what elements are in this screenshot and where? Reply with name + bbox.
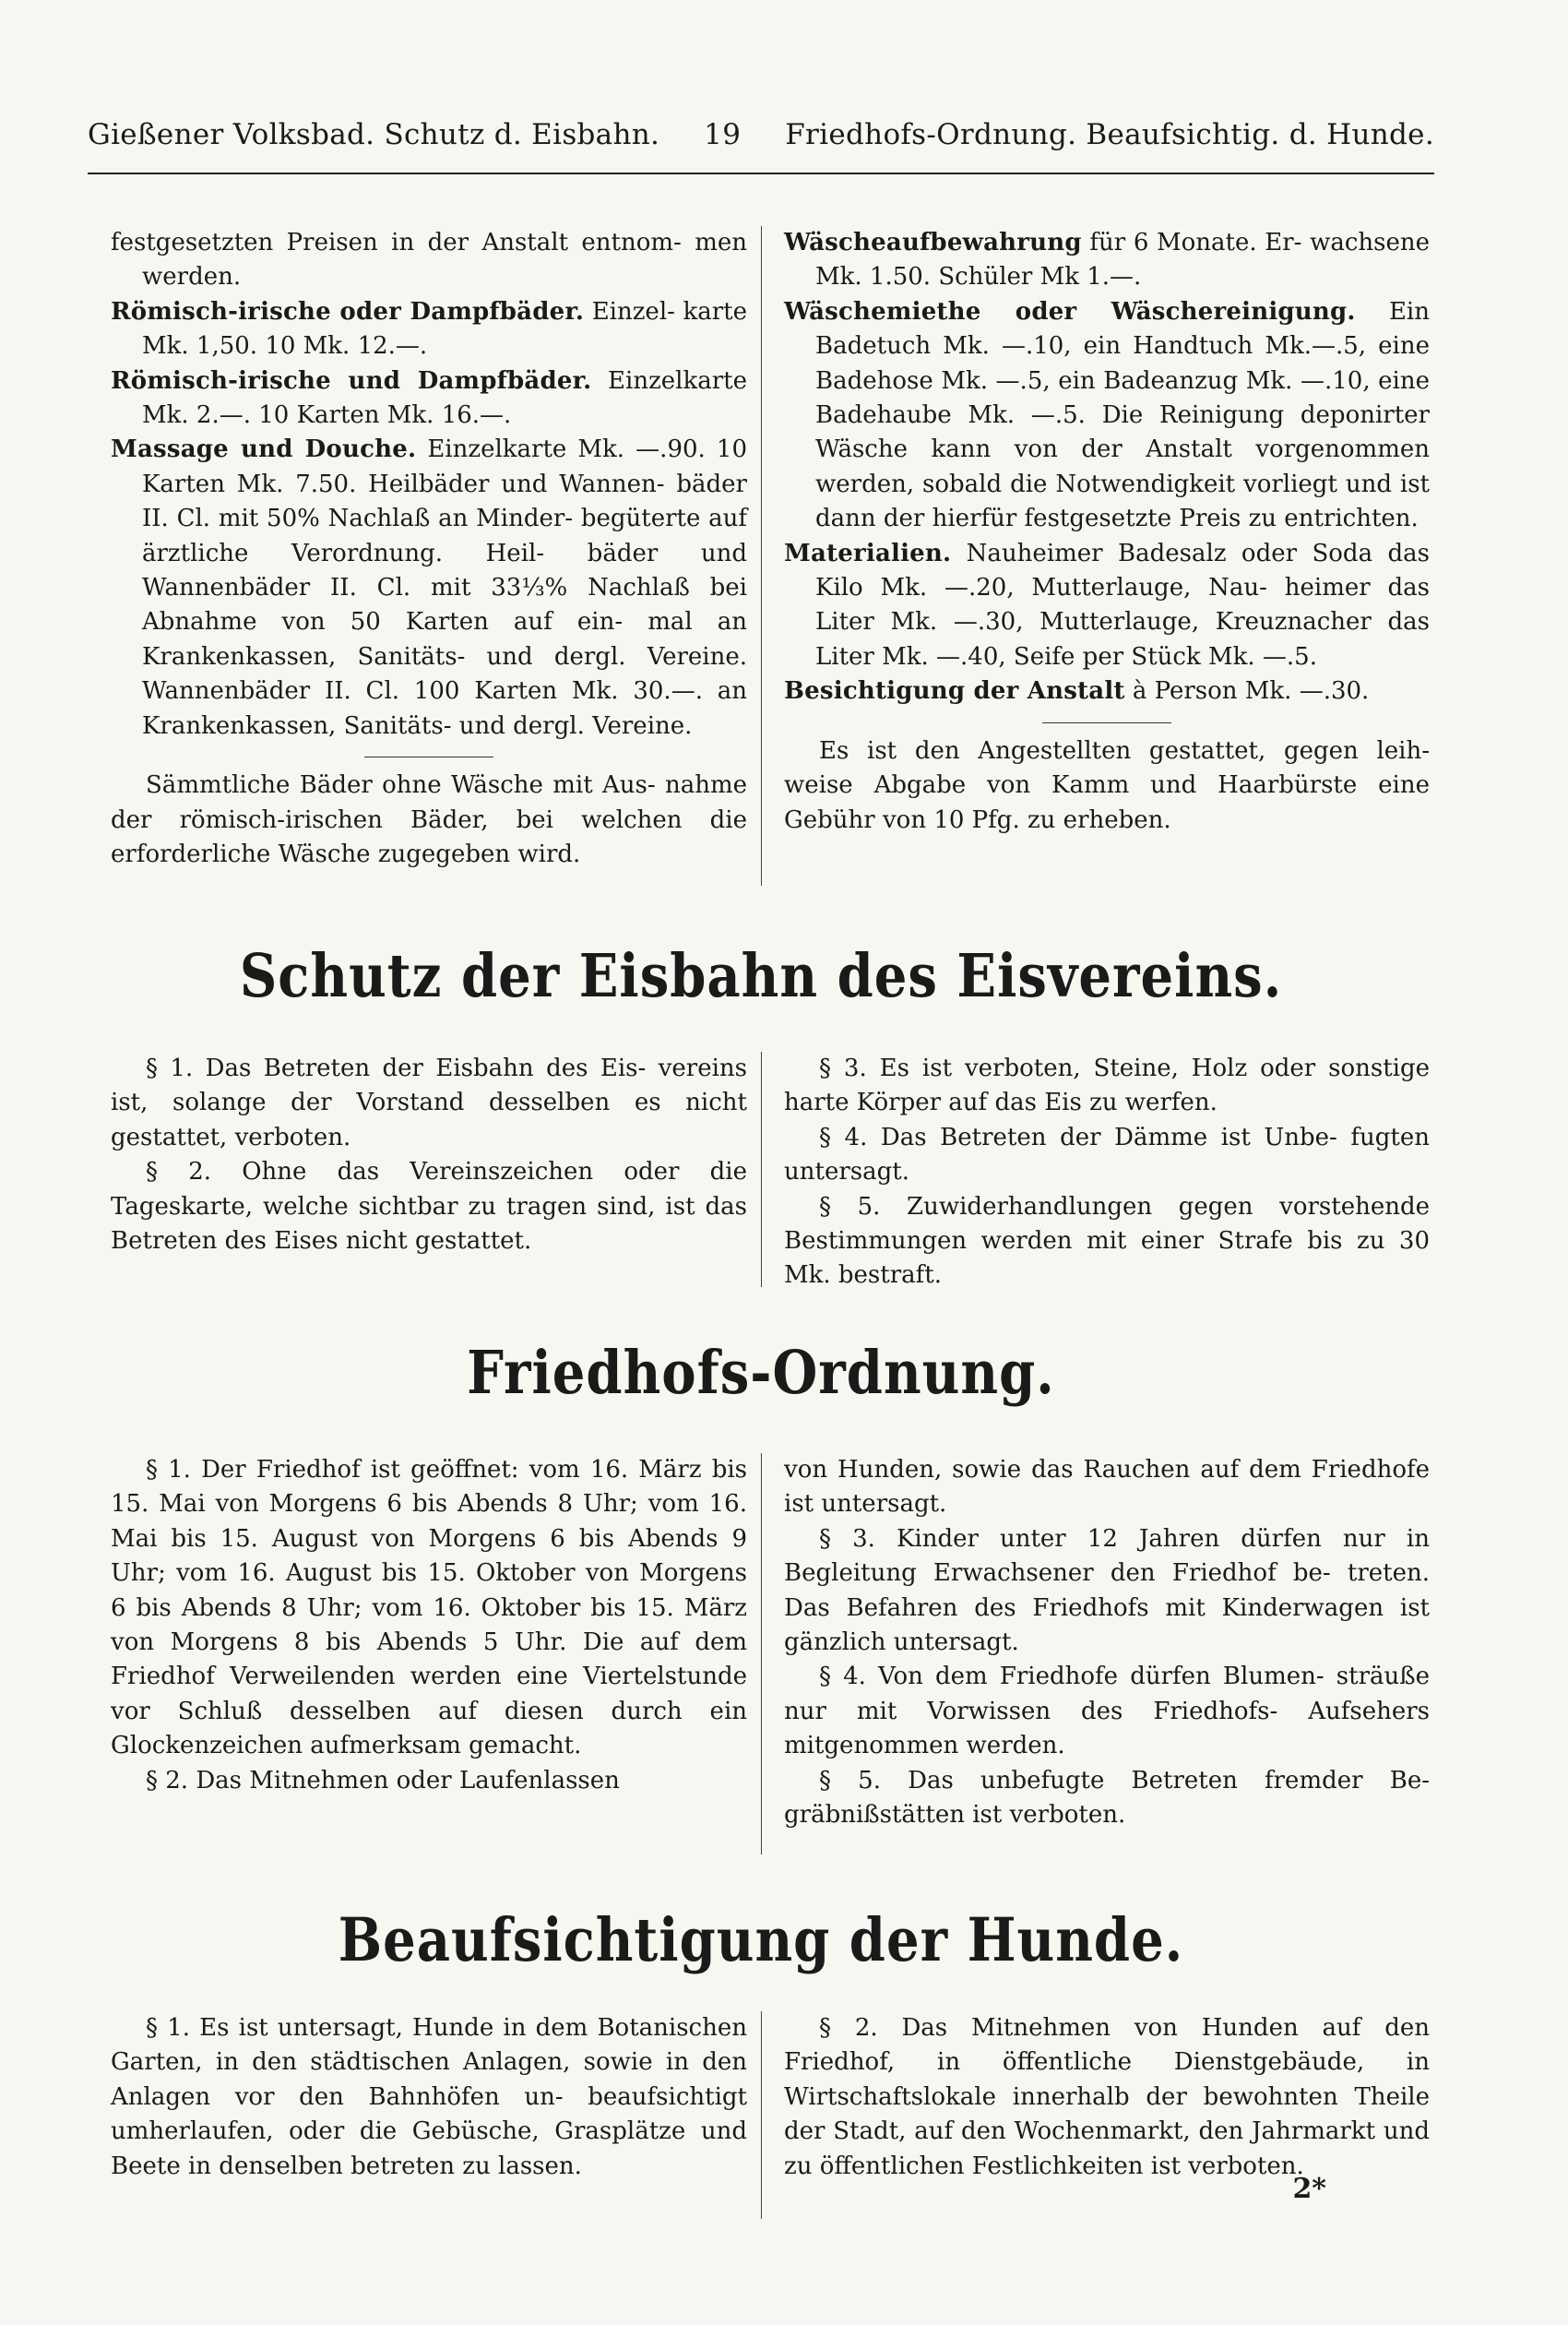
bath-entry: Besichtigung der Anstalt à Person Mk. —.30.	[784, 677, 1370, 706]
paragraph: § 3. Kinder unter 12 Jahren dürfen nur in Begleitung Erwachsener den Friedhof be- treten. Das Befahren des Friedhofs mit Kinderwagen ist gänzlich untersagt.	[784, 1524, 1430, 1657]
paragraph: § 1. Das Betreten der Eisbahn des Eis- vereins ist, solange der Vorstand desselben es nicht gestattet, verboten.	[111, 1055, 747, 1151]
eisbahn-section	[88, 1052, 1434, 1292]
column-divider	[761, 1453, 762, 1854]
short-rule	[1042, 722, 1171, 723]
running-head-right: Friedhofs-Ordnung. Beaufsichtig. d. Hunde.	[785, 118, 1434, 151]
bath-entry: Massage und Douche. Einzelkarte Mk. —.90. 10 Karten Mk. 7.50. Heilbäder und Wannen- bäder II. Cl. mit 50% Nachlaß an Minder- begüterte auf ärztliche Verordnung. Heil- bäder und Wannenbäder II. Cl. mit 33⅓% Nachlaß bei Abnahme von 50 Karten auf ein- mal an Krankenkassen, Sanitäts- und dergl. Vereine. Wannenbäder II. Cl. 100 Karten Mk. 30.—. an Krankenkassen, Sanitäts- und dergl. Vereine.	[111, 435, 747, 740]
bath-note-right: Es ist den Angestellten gestattet, gegen leih- weise Abgabe von Kamm und Haarbürste eine Gebühr von 10 Pfg. zu erheben.	[784, 736, 1430, 834]
paragraph: § 5. Das unbefugte Betreten fremder Be- gräbnißstätten ist verboten.	[784, 1766, 1430, 1830]
paragraph: § 2. Das Mitnehmen oder Laufenlassen	[146, 1766, 620, 1794]
bath-note-left: Sämmtliche Bäder ohne Wäsche mit Aus- nahme der römisch-irischen Bäder, bei welchen die erforderliche Wäsche zugegeben wird.	[111, 771, 747, 868]
paragraph: § 1. Der Friedhof ist geöffnet: vom 16. März bis 15. Mai von Morgens 6 bis Abends 8 Uhr; vom 16. Mai bis 15. August von Morgens 6 bis Abends 9 Uhr; vom 16. August bis 15. Oktober von Morgens 6 bis Abends 8 Uhr; vom 16. Oktober bis 15. März von Morgens 8 bis Abends 5 Uhr. Die auf dem Friedhof Verweilenden werden eine Viertelstunde vor Schluß desselben auf diesen durch ein Glockenzeichen aufmerksam gemacht.	[111, 1456, 747, 1760]
bath-right-column	[784, 226, 1430, 838]
heading-eisbahn: Schutz der Eisbahn des Eisvereins.	[239, 941, 1283, 1011]
paragraph: § 1. Es ist untersagt, Hunde in dem Botanischen Garten, in den städtischen Anlagen, sowie in den Anlagen vor den Bahnhöfen un- beaufsichtigt umherlaufen, oder die Gebüsche, Grasplätze und Beete in denselben betreten zu lassen.	[111, 2014, 747, 2180]
bath-entry: Wäschemiethe oder Wäschereinigung. Ein Badetuch Mk. —.10, ein Handtuch Mk.—.5, eine Badehose Mk. —.5, ein Badeanzug Mk. —.10, eine Badehaube Mk. —.5. Die Reinigung deponirter Wäsche kann von der Anstalt vorgenommen werden, sobald die Notwendigkeit vorliegt und ist dann der hierfür festgesetzte Preis zu entrichten.	[784, 297, 1430, 533]
paragraph: § 4. Von dem Friedhofe dürfen Blumen- sträuße nur mit Vorwissen des Friedhofs- Aufsehers mitgenommen werden.	[784, 1663, 1430, 1760]
paragraph: § 3. Es ist verboten, Steine, Holz oder sonstige harte Körper auf das Eis zu werfen.	[784, 1055, 1430, 1117]
page-number: 19	[704, 118, 742, 151]
paragraph: § 4. Das Betreten der Dämme ist Unbe- fugten untersagt.	[784, 1123, 1430, 1186]
running-head	[88, 118, 1434, 151]
paragraph: § 2. Ohne das Vereinszeichen oder die Tageskarte, welche sichtbar zu tragen sind, ist das Betreten des Eises nicht gestattet.	[111, 1158, 747, 1256]
bath-entry: festgesetzten Preisen in der Anstalt entnom- men werden.	[111, 229, 747, 292]
hunde-left-column	[111, 2011, 747, 2184]
paragraph: § 2. Das Mitnehmen von Hunden auf den Friedhof, in öffentliche Dienstgebäude, in Wirtschaftslokale innerhalb der bewohnten Theile der Stadt, auf den Wochenmarkt, den Jahrmarkt und zu öffentlichen Festlichkeiten ist verboten.	[784, 2014, 1430, 2180]
friedhof-right-column	[784, 1453, 1430, 1832]
header-rule	[88, 173, 1434, 174]
column-divider	[761, 2011, 762, 2219]
bath-prices-section	[88, 226, 1434, 890]
friedhof-left-column	[111, 1453, 747, 1798]
running-head-left: Gießener Volksbad. Schutz d. Eisbahn.	[88, 118, 660, 151]
eisbahn-left-column	[111, 1052, 747, 1258]
signature-mark: 2*	[1292, 2173, 1326, 2205]
hunde-section	[88, 2011, 1434, 2224]
column-divider	[761, 1052, 762, 1287]
column-divider	[761, 226, 762, 886]
hunde-right-column	[784, 2011, 1430, 2184]
bath-entry: Römisch-irische oder Dampfbäder. Einzel- karte Mk. 1,50. 10 Mk. 12.—.	[111, 297, 748, 361]
bath-entry: Materialien. Nauheimer Badesalz oder Soda das Kilo Mk. —.20, Mutterlauge, Nau- heimer das Liter Mk. —.30, Mutterlauge, Kreuznacher das Liter Mk. —.40, Seife per Stück Mk. —.5.	[784, 539, 1430, 671]
bath-entry: Römisch-irische und Dampfbäder. Einzelkarte Mk. 2.—. 10 Karten Mk. 16.—.	[111, 366, 747, 430]
bath-entry: Wäscheaufbewahrung für 6 Monate. Er- wachsene Mk. 1.50. Schüler Mk 1.—.	[784, 229, 1430, 292]
paragraph: von Hunden, sowie das Rauchen auf dem Friedhofe ist untersagt.	[784, 1456, 1430, 1519]
bath-left-column	[111, 226, 747, 872]
heading-hunde: Beaufsichtigung der Hunde.	[338, 1905, 1184, 1975]
paragraph: § 5. Zuwiderhandlungen gegen vorstehende Bestimmungen werden mit einer Strafe bis zu 30 Mk. bestraft.	[784, 1192, 1430, 1290]
heading-friedhof: Friedhofs-Ordnung.	[467, 1338, 1055, 1408]
friedhof-section	[88, 1453, 1434, 1859]
eisbahn-right-column	[784, 1052, 1430, 1294]
